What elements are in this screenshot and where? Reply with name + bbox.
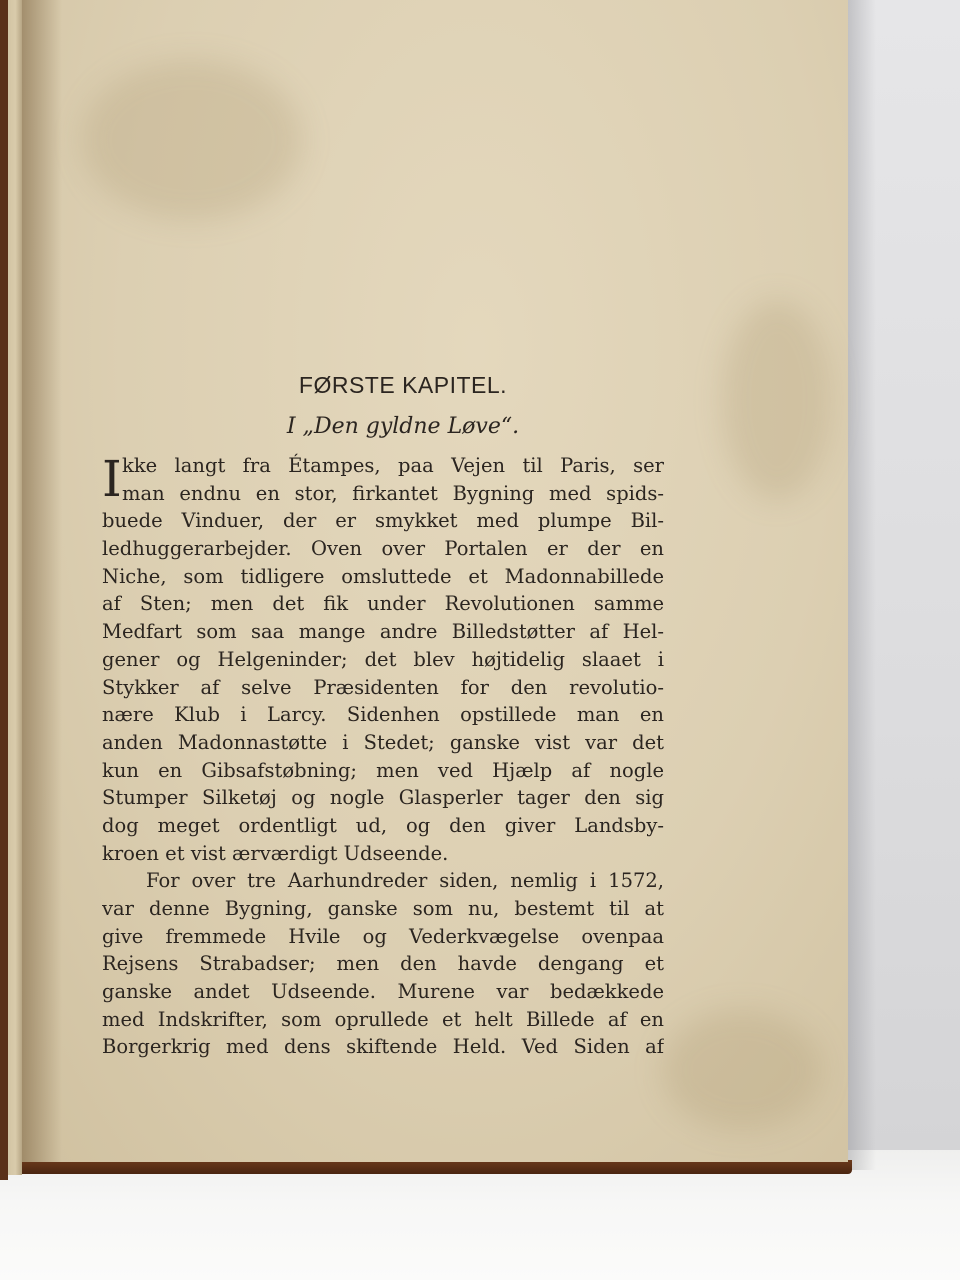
drop-cap: I (102, 450, 122, 508)
book-cover-edge (0, 1160, 852, 1174)
text-line: Stumper Silketøj og nogle Glasperler tager den sig (102, 786, 664, 810)
page-gutter (22, 0, 62, 1162)
text-line: ledhuggerarbejder. Oven over Portalen er der en (102, 537, 664, 561)
text-line: af Sten; men det fik under Revolutionen samme (102, 592, 664, 616)
chapter-text (102, 370, 664, 1061)
text-line: kun en Gibsafstøbning; men ved Hjælp af nogle (102, 758, 664, 782)
text-line: var denne Bygning, ganske som nu, bestemt til at (102, 897, 664, 920)
text-line: Stykker af selve Præsidenten for den revolutio- (102, 675, 664, 699)
text-line: Niche, som tidligere omsluttede et Madonnabillede (102, 564, 664, 588)
chapter-subtitle: I „Den gyldne Løve“. (286, 414, 520, 439)
chapter-title: FØRSTE KAPITEL. (298, 372, 508, 398)
text-line: For over tre Aarhundreder siden, nemlig i 1572, (146, 869, 664, 893)
left-cover-edge (0, 0, 8, 1180)
text-line: gener og Helgeninder; det blev højtidelig slaaet i (102, 647, 664, 671)
book-shadow (846, 0, 876, 1170)
text-line: ganske andet Udseende. Murene var bedækkede (102, 980, 664, 1004)
text-line: Medfart som saa mange andre Billedstøtter af Hel- (102, 620, 664, 644)
page-stain (82, 60, 302, 220)
text-line: kroen et vist ærværdigt Udseende. (102, 841, 449, 865)
paragraph-2 (102, 867, 664, 1061)
text-line: buede Vinduer, der er smykket med plumpe Bil- (102, 509, 664, 533)
page-stain (722, 300, 832, 500)
page-stain (662, 1010, 822, 1130)
text-line: nære Klub i Larcy. Sidenhen opstillede man en (102, 703, 664, 727)
text-line: man endnu en stor, firkantet Bygning med spids- (122, 481, 664, 505)
text-line: Borgerkrig med dens skiftende Held. Ved Siden af (102, 1035, 664, 1059)
paragraph-1 (102, 452, 664, 867)
text-line: give fremmede Hvile og Vederkvægelse ovenpaa (102, 924, 664, 948)
text-line: kke langt fra Étampes, paa Vejen til Paris, ser (122, 454, 664, 477)
text-line: anden Madonnastøtte i Stedet; ganske vist var det (102, 730, 664, 754)
text-line: dog meget ordentligt ud, og den giver Landsby- (102, 813, 664, 837)
text-line: Rejsens Strabadser; men den havde dengang et (102, 952, 664, 976)
text-line: med Indskrifter, som oprullede et helt Billede af en (102, 1007, 664, 1031)
